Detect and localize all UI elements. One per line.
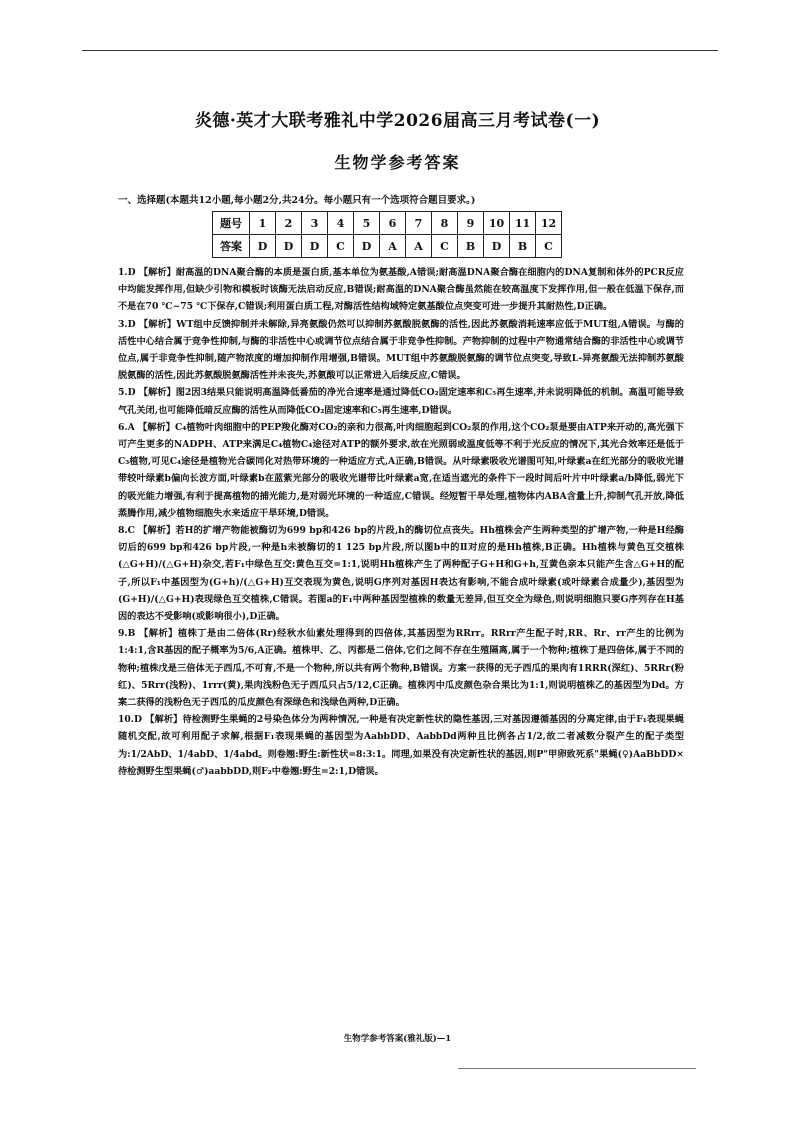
- answer-cell: D: [354, 235, 380, 258]
- bottom-rule: [458, 1068, 696, 1069]
- explanation-q10: 10.D 【解析】待检测野生果蝇的2号染色体分为两种情况,一种是有决定新性状的隐性基因,三对基因遵循基因的分离定律,由于F₁表现果蝇随机交配,故可利用配子求解,根据F₁表现果蝇的基因型为AabbDD、AabbDd两种且比例各占1/2,故二者减数分裂产生的配子类型为:1/2AbD、1/4abD、1/4abd。则卷翘:野生:新性状=8:3:1。同理,如果没有决定新性状的基因,则P"甲卵致死系"果蝇(♀)AaBbDD×待检测野生型果蝇(♂)aabbDD,则F₂中卷翘:野生=2:1,D错误。: [118, 714, 684, 777]
- answer-cell: C: [536, 235, 562, 258]
- answer-cell: B: [458, 235, 484, 258]
- question-number: 10: [484, 212, 510, 235]
- question-number: 7: [406, 212, 432, 235]
- answer-cell: D: [302, 235, 328, 258]
- question-number: 12: [536, 212, 562, 235]
- explanation-list: [118, 264, 684, 780]
- page-title: 炎德·英才大联考雅礼中学2026届高三月考试卷(一): [194, 111, 601, 131]
- question-number: 2: [276, 212, 302, 235]
- explanation-q3: 3.D 【解析】WT组中反馈抑制并未解除,异亮氨酸仍然可以抑制苏氨酸脱氨酶的活性,因此苏氨酸消耗速率应低于MUT组,A错误。与酶的活性中心结合属于竞争性抑制,与酶的非活性中心或调节位点结合属于非竞争性抑制。产物抑制的过程中产物通常结合酶的非活性中心或调节位点,属于非竞争性抑制,随产物浓度的增加抑制作用增强,B错误。MUT组中苏氨酸脱氨酶的调节位点突变,导致L-异亮氨酸无法抑制苏氨酸脱氨酶的活性,因此苏氨酸脱氨酶活性并未丧失,苏氨酸可以正常进入后续反应,C错误。: [118, 318, 684, 382]
- question-number: 5: [354, 212, 380, 235]
- answer-cell: D: [484, 235, 510, 258]
- explanation-q9: 9.B 【解析】植株丁是由二倍体(Rr)经秋水仙素处理得到的四倍体,其基因型为RRrr。RRrr产生配子时,RR、Rr、rr产生的比例为1:4:1,含R基因的配子概率为5/6,A正确。植株甲、乙、丙都是二倍体,它们之间不存在生殖隔离,属于一个物种;植株丁是四倍体,属于不同的物种;植株戊是三倍体无子西瓜,不可育,不是一个物种,所以共有两个物种,B错误。方案一获得的无子西瓜的果肉有1RRR(深红)、5RRr(粉红)、5Rrr(浅粉)、1rrr(黄),果肉浅粉色无子西瓜只占5/12,C正确。植株丙中瓜皮颜色杂合果比为1:1,则说明植株乙的基因型为Dd。方案二获得的浅粉色无子西瓜的瓜皮颜色有深绿色和浅绿色两种,D正确。: [118, 628, 684, 709]
- answer-cell: B: [510, 235, 536, 258]
- question-number: 11: [510, 212, 536, 235]
- answer-table-answer-row: [213, 235, 562, 258]
- answer-cell: C: [432, 235, 458, 258]
- question-number: 8: [432, 212, 458, 235]
- question-number: 1: [250, 212, 276, 235]
- answer-cell: D: [276, 235, 302, 258]
- answer-table-number-row: [213, 212, 562, 235]
- answer-cell: D: [250, 235, 276, 258]
- answer-cell: A: [406, 235, 432, 258]
- explanation-q1: 1.D 【解析】耐高温的DNA聚合酶的本质是蛋白质,基本单位为氨基酸,A错误;耐高温DNA聚合酶在细胞内的DNA复制和体外的PCR反应中均能发挥作用,但缺少引物和模板时该酶无法启动反应,B错误;耐高温的DNA聚合酶虽然能在较高温度下发挥作用,但一般在低温下保存,而不是在70 ℃~75 ℃下保存,C错误;利用蛋白质工程,对酶活性结构域特定氨基酸位点突变可进一步提升其耐热性,D正确。: [118, 267, 684, 313]
- answer-cell: C: [328, 235, 354, 258]
- section-heading: 一、选择题(本题共12小题,每小题2分,共24分。每小题只有一个选项符合题目要求。): [118, 195, 476, 206]
- question-number: 3: [302, 212, 328, 235]
- row-label-answer: 答案: [213, 235, 250, 258]
- question-number: 6: [380, 212, 406, 235]
- explanation-q6: 6.A 【解析】C₄植物叶肉细胞中的PEP羧化酶对CO₂的亲和力很高,叶肉细胞起到CO₂泵的作用,这个CO₂泵是要由ATP来开动的,高光强下可产生更多的NADPH、ATP来满足C₄植物C₄途径对ATP的额外要求,故在光照弱或温度低等不利于光反应的情况下,其光合效率还是低于C₃植物,可见C₄途径是植物光合碳同化对热带环境的一种适应方式,A正确,B错误。从叶绿素吸收光谱图可知,叶绿素a在红光部分的吸收光谱带较叶绿素b偏向长波方面,叶绿素b在蓝紫光部分的吸收光谱带比叶绿素a宽,在适当遮光的条件下一段时间后叶片中叶绿素a/b降低,弱光下的吸光能力增强,有利于提高植物的捕光能力,是对弱光环境的一种适应,C错误。经短暂干旱处理,植物体内ABA含量上升,抑制气孔开放,降低蒸腾作用,减少植物细胞失水来适应干旱环境,D错误。: [118, 421, 684, 519]
- explanation-q5: 5.D 【解析】图2因3结果只能说明高温降低番茄的净光合速率是通过降低CO₂固定速率和C₅再生速率,并未说明降低的机制。高温可能导致气孔关闭,也可能降低暗反应酶的活性从而降低CO₂固定速率和C₅再生速率,D错误。: [118, 387, 684, 416]
- question-number: 4: [328, 212, 354, 235]
- page-footer: 生物学参考答案(雅礼版)—1: [343, 1034, 452, 1044]
- row-label-number: 题号: [213, 212, 250, 235]
- question-number: 9: [458, 212, 484, 235]
- top-rule: [82, 50, 718, 51]
- explanation-q8: 8.C 【解析】若H的扩增产物能被酶切为699 bp和426 bp的片段,h的酶切位点丧失。Hh植株会产生两种类型的扩增产物,一种是H经酶切后的699 bp和426 bp片段,一种是h未被酶切的1 125 bp片段,所以图b中的Ⅱ对应的是Hh植株,B正确。Hh植株与黄色互交植株(△G+H)/(△G+H)杂交,若F₁中绿色互交:黄色互交=1:1,说明Hh植株产生了两种配子G+H和G+h,互黄色亲本只能产生含△G+H的配子,所以F₁中基因型为(G+h)/(△G+H)互交表现为黄色,说明G序列对基因H表达有影响,不能合成叶绿素(或叶绿素合成量少),基因型为(G+H)/(△G+H)表现绿色互交植株,C错误。若图a的F₁中两种基因型植株的数量无差异,但互交全为绿色,则说明细胞只要G序列存在H基因的表达不受影响(或影响很小),D正确。: [118, 525, 684, 623]
- answer-cell: A: [380, 235, 406, 258]
- page-subtitle: 生物学参考答案: [334, 153, 461, 172]
- answer-table: [212, 211, 562, 258]
